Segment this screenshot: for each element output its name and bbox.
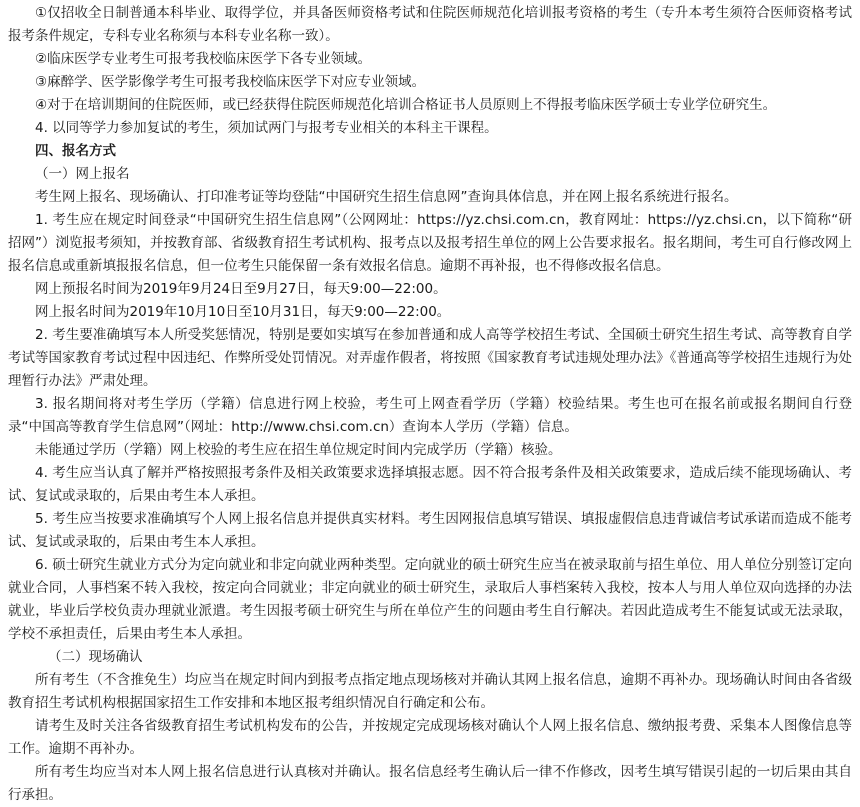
paragraph: 4. 考生应当认真了解并严格按照报考条件及相关政策要求选择填报志愿。因不符合报考条件及相关政策要求，造成后续不能现场确认、考试、复试或录取的，后果由考生本人承担。: [8, 465, 852, 504]
paragraph: （一）网上报名: [35, 166, 130, 182]
paragraph: 考生网上报名、现场确认、打印准考证等均登陆“中国研究生招生信息网”查询具体信息，并在网上报名系统进行报名。: [35, 189, 738, 205]
paragraph: 4. 以同等学力参加复试的考生，须加试两门与报考专业相关的本科主干课程。: [35, 120, 498, 136]
paragraph: 请考生及时关注各省级教育招生考试机构发布的公告，并按规定完成现场核对确认个人网上报名信息、缴纳报考费、采集本人图像信息等工作。逾期不再补办。: [8, 718, 852, 757]
paragraph: 网上预报名时间为2019年9月24日至9月27日，每天9:00—22:00。: [35, 281, 447, 297]
paragraph: 所有考生均应当对本人网上报名信息进行认真核对并确认。报名信息经考生确认后一律不作修改，因考生填写错误引起的一切后果由其自行承担。: [8, 764, 852, 803]
paragraph: 1. 考生应在规定时间登录“中国研究生招生信息网”（公网网址：https://yz.chsi.com.cn，教育网址：https://yz.chsi.cn，以下简称“研招网”）浏览报考须知，并按教育部、省级教育招生考试机构、报考点以及报考招生单位的网上公告要求报名。报名期间，考生可自行修改网上报名信息或重新填报报名信息，但一位考生只能保留一条有效报名信息。逾期不再补报，也不得修改报名信息。: [8, 212, 852, 274]
paragraph: ④对于在培训期间的住院医师，或已经获得住院医师规范化培训合格证书人员原则上不得报考临床医学硕士专业学位研究生。: [35, 97, 777, 113]
paragraph: 5. 考生应当按要求准确填写个人网上报名信息并提供真实材料。考生因网报信息填写错误、填报虚假信息违背诚信考试承诺而造成不能考试、复试或录取的，后果由考生本人承担。: [8, 511, 852, 550]
paragraph: （二）现场确认: [48, 649, 143, 665]
paragraph: 6. 硕士研究生就业方式分为定向就业和非定向就业两种类型。定向就业的硕士研究生应当在被录取前与招生单位、用人单位分别签订定向就业合同，人事档案不转入我校，按定向合同就业；非定向就业的硕士研究生，录取后人事档案转入我校，按本人与用人单位双向选择的办法就业，毕业后学校负责办理就业派遣。考生因报考硕士研究生与所在单位产生的问题由考生自行解决。若因此造成考生不能复试或无法录取，学校不承担责任，后果由考生本人承担。: [8, 557, 852, 642]
paragraph: 所有考生（不含推免生）均应当在规定时间内到报考点指定地点现场核对并确认其网上报名信息，逾期不再补办。现场确认时间由各省级教育招生考试机构根据国家招生工作安排和本地区报考组织情况自行确定和公布。: [8, 672, 852, 711]
paragraph: 未能通过学历（学籍）网上校验的考生应在招生单位规定时间内完成学历（学籍）核验。: [35, 442, 562, 458]
paragraph: 2. 考生要准确填写本人所受奖惩情况，特别是要如实填写在参加普通和成人高等学校招生考试、全国硕士研究生招生考试、高等教育自学考试等国家教育考试过程中因违纪、作弊所受处罚情况。对弄虚作假者，将按照《国家教育考试违规处理办法》《普通高等学校招生违规行为处理暂行办法》严肃处理。: [8, 327, 852, 389]
paragraph: ③麻醉学、医学影像学考生可报考我校临床医学下对应专业领域。: [35, 74, 426, 90]
paragraph: ②临床医学专业考生可报考我校临床医学下各专业领域。: [35, 51, 372, 67]
paragraph: 网上报名时间为2019年10月10日至10月31日，每天9:00—22:00。: [35, 304, 451, 320]
section-heading: 四、报名方式: [35, 143, 116, 159]
paragraph: 3. 报名期间将对考生学历（学籍）信息进行网上校验，考生可上网查看学历（学籍）校验结果。考生也可在报名前或报名期间自行登录“中国高等教育学生信息网”（网址：http://www.chsi.com.cn）查询本人学历（学籍）信息。: [8, 396, 852, 435]
paragraph: ①仅招收全日制普通本科毕业、取得学位，并具备医师资格考试和住院医师规范化培训报考资格的考生（专升本考生须符合医师资格考试报考条件规定，专科专业名称须与本科专业名称一致）。: [8, 5, 852, 44]
